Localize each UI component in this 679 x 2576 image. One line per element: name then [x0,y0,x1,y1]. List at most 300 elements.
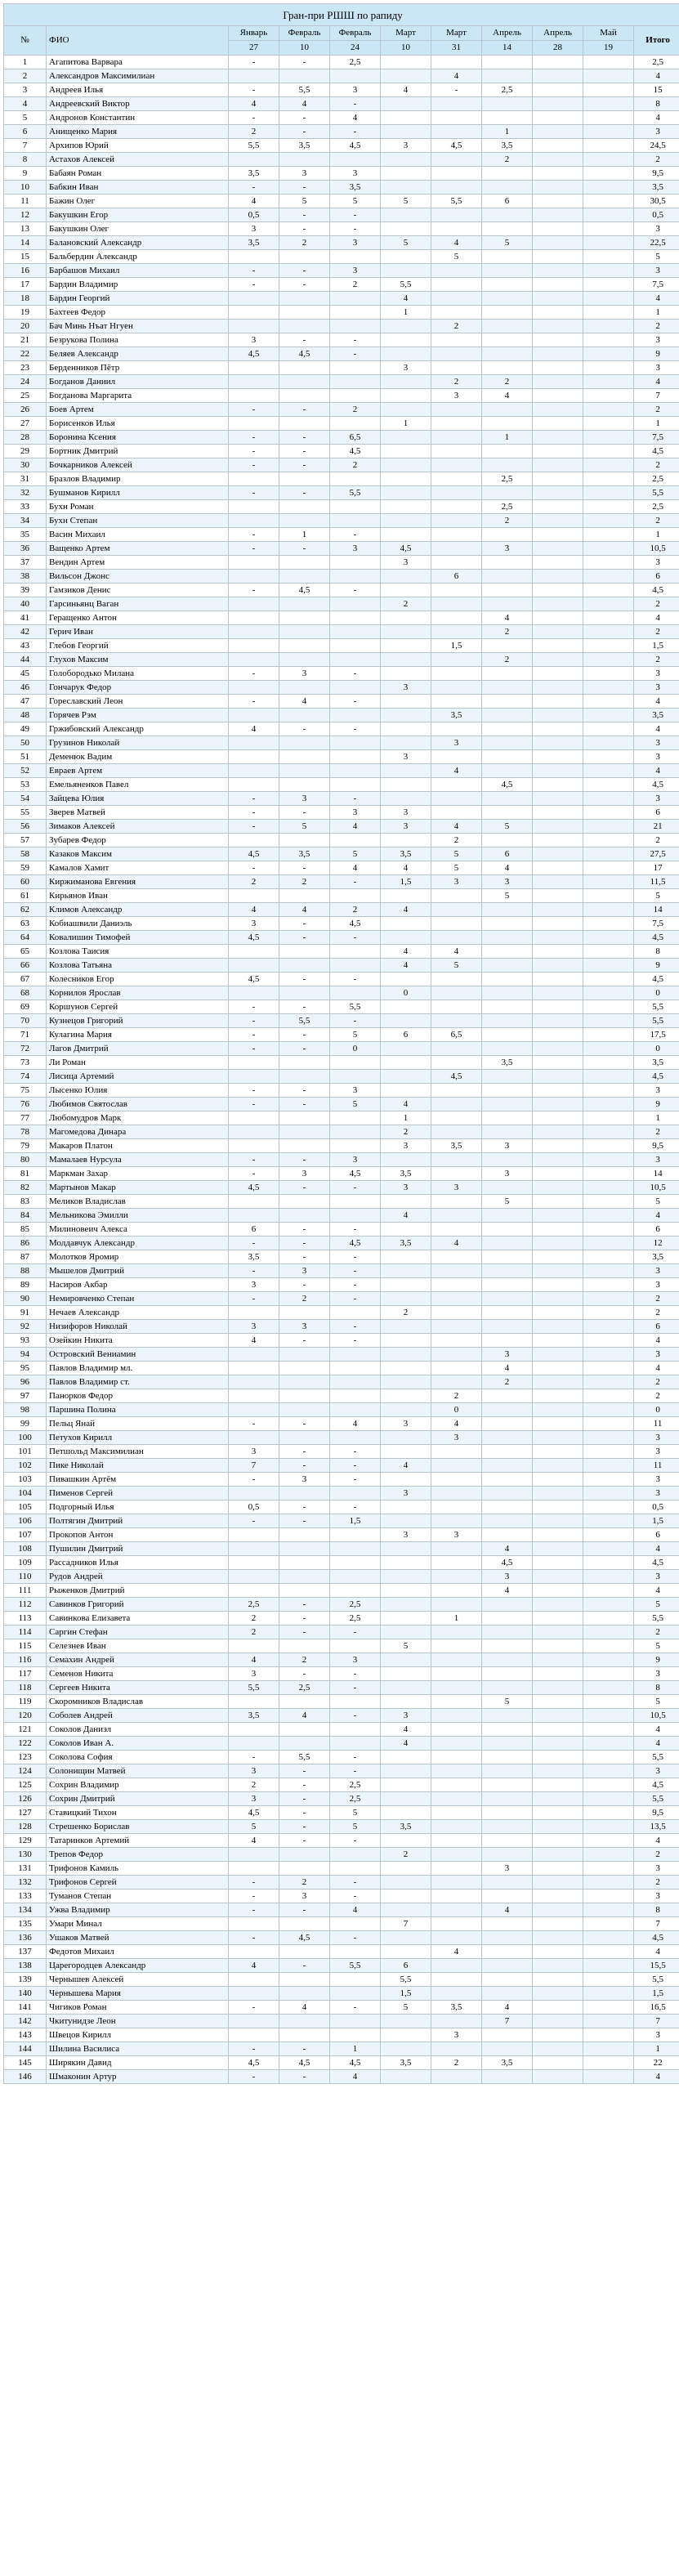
score-cell [533,1403,583,1417]
score-cell [583,903,634,917]
score-cell [229,1584,279,1598]
player-name: Панорков Федор [47,1389,229,1403]
score-cell: 7 [482,2015,533,2028]
score-cell: - [279,222,330,236]
score-cell [330,1056,381,1070]
score-cell [583,445,634,458]
score-cell [279,681,330,695]
score-cell [330,611,381,625]
score-cell [381,1542,431,1556]
player-name: Чернышева Мария [47,1987,229,2001]
score-cell [583,1778,634,1792]
score-cell [533,417,583,431]
score-cell: 3 [229,1667,279,1681]
total-cell: 4 [634,1542,679,1556]
player-name: Геращенко Антон [47,611,229,625]
total-cell: 1 [634,306,679,320]
score-cell: 6,5 [431,1028,482,1042]
total-cell: 5 [634,250,679,264]
total-cell: 13,5 [634,1820,679,1834]
score-cell [431,625,482,639]
score-cell: - [330,1876,381,1890]
score-cell [330,389,381,403]
score-cell [431,361,482,375]
total-cell: 4 [634,722,679,736]
score-cell [482,1264,533,1278]
score-cell [229,625,279,639]
score-cell: - [279,1598,330,1612]
total-cell: 3 [634,1084,679,1098]
score-cell: - [279,1223,330,1237]
score-cell: - [279,208,330,222]
score-cell [431,486,482,500]
table-row [4,1612,679,1626]
table-row [4,1737,679,1751]
score-cell [533,681,583,695]
score-cell [431,889,482,903]
score-cell [229,889,279,903]
score-cell: - [330,1278,381,1292]
player-name: Меликов Владислав [47,1195,229,1209]
score-cell: 2 [381,597,431,611]
score-cell: - [279,1084,330,1098]
score-cell [229,986,279,1000]
score-cell: - [279,1445,330,1459]
score-cell [229,514,279,528]
player-name: Петухов Кирилл [47,1431,229,1445]
score-cell: 5 [279,820,330,834]
score-cell [229,292,279,306]
total-cell: 4,5 [634,973,679,986]
score-cell: 1 [381,417,431,431]
score-cell [229,611,279,625]
score-cell [381,1876,431,1890]
total-cell: 17,5 [634,1028,679,1042]
table-row [4,2070,679,2084]
score-cell [431,2015,482,2028]
score-cell [279,389,330,403]
total-cell: 2 [634,597,679,611]
score-cell [330,2028,381,2042]
score-cell [583,1070,634,1084]
score-cell: 4 [330,861,381,875]
table-row [4,1890,679,1903]
score-cell: 4 [381,1209,431,1223]
total-cell: 0 [634,986,679,1000]
score-cell [229,1556,279,1570]
score-cell: 2 [279,1876,330,1890]
score-cell: 2 [482,375,533,389]
score-cell [381,528,431,542]
score-cell [482,1125,533,1139]
player-name: Вильсон Джонс [47,570,229,584]
score-cell: 2 [482,653,533,667]
score-cell: - [229,1292,279,1306]
score-cell [533,167,583,181]
row-number: 103 [4,1473,47,1487]
score-cell [279,1723,330,1737]
score-cell [533,97,583,111]
score-cell: - [279,1181,330,1195]
score-cell [533,83,583,97]
table-row [4,2042,679,2056]
player-name: Андреев Илья [47,83,229,97]
total-cell: 5 [634,1695,679,1709]
score-cell [229,500,279,514]
score-cell: - [279,1612,330,1626]
score-cell [533,69,583,83]
score-cell: - [279,1278,330,1292]
score-cell: 7 [229,1459,279,1473]
score-cell [229,1848,279,1862]
score-cell [583,639,634,653]
score-cell [583,1111,634,1125]
score-cell [381,333,431,347]
score-cell: 5,5 [330,486,381,500]
row-number: 3 [4,83,47,97]
player-name: Александров Максимилиан [47,69,229,83]
score-cell: - [330,1292,381,1306]
total-cell: 3,5 [634,1250,679,1264]
player-name: Пушилин Дмитрий [47,1542,229,1556]
score-cell [431,1209,482,1223]
score-cell [583,1709,634,1723]
player-name: Соболев Андрей [47,1709,229,1723]
score-cell [330,1306,381,1320]
score-cell: 4 [431,945,482,959]
total-cell: 7 [634,1917,679,1931]
score-cell: 5,5 [229,1681,279,1695]
score-cell [381,320,431,333]
score-cell [229,1570,279,1584]
score-cell [583,292,634,306]
table-row [4,1917,679,1931]
table-row [4,1292,679,1306]
player-name: Анищенко Мария [47,125,229,139]
score-cell: 2 [229,1626,279,1639]
score-cell [533,1987,583,2001]
player-name: Швецов Кирилл [47,2028,229,2042]
score-cell [381,1292,431,1306]
score-cell [482,1612,533,1626]
score-cell [330,1695,381,1709]
score-cell [229,1348,279,1362]
score-cell: 3 [482,875,533,889]
score-cell [431,1792,482,1806]
score-cell [583,1681,634,1695]
table-row [4,222,679,236]
score-cell [431,1362,482,1375]
score-cell [431,1042,482,1056]
score-cell [583,1362,634,1375]
row-number: 133 [4,1890,47,1903]
score-cell [482,1292,533,1306]
score-cell [229,2028,279,2042]
score-cell: - [330,1320,381,1334]
score-cell [533,1445,583,1459]
score-cell [583,1153,634,1167]
score-cell [431,1056,482,1070]
score-cell [482,1709,533,1723]
player-name: Немировченко Степан [47,1292,229,1306]
table-row [4,1653,679,1667]
score-cell [533,1084,583,1098]
score-cell [381,1223,431,1237]
score-cell [279,514,330,528]
score-cell: - [229,584,279,597]
score-cell [583,1445,634,1459]
score-cell [533,1362,583,1375]
score-cell [381,667,431,681]
row-number: 57 [4,834,47,847]
score-cell [583,1028,634,1042]
score-cell: 4 [381,959,431,973]
score-cell [533,375,583,389]
score-cell [431,1695,482,1709]
score-cell: 4,5 [229,931,279,945]
table-row [4,903,679,917]
score-cell: 3 [330,1084,381,1098]
total-cell: 4 [634,1945,679,1959]
score-cell [583,458,634,472]
score-cell: - [330,208,381,222]
total-cell: 2 [634,458,679,472]
total-cell: 6 [634,570,679,584]
total-cell: 2 [634,153,679,167]
score-cell [583,1626,634,1639]
row-number: 126 [4,1792,47,1806]
score-cell [482,222,533,236]
score-cell [583,986,634,1000]
player-name: Безрукова Полина [47,333,229,347]
score-cell: 4 [330,1417,381,1431]
score-cell [583,1042,634,1056]
player-name: Нечаев Александр [47,1306,229,1320]
score-cell: 4 [431,69,482,83]
score-cell: - [229,861,279,875]
row-number: 42 [4,625,47,639]
table-row [4,931,679,945]
score-cell: 4 [381,945,431,959]
player-name: Бортник Дмитрий [47,445,229,458]
score-cell [330,709,381,722]
score-cell [279,320,330,333]
score-cell [583,597,634,611]
score-cell [381,1070,431,1084]
score-cell [330,750,381,764]
score-cell: - [330,1445,381,1459]
score-cell [381,1626,431,1639]
score-cell [533,1237,583,1250]
row-number: 78 [4,1125,47,1139]
score-cell [381,2015,431,2028]
table-row [4,820,679,834]
row-number: 45 [4,667,47,681]
score-cell [330,945,381,959]
table-row [4,1987,679,2001]
score-cell [533,861,583,875]
score-cell: 6 [381,1959,431,1973]
score-cell [583,389,634,403]
total-cell: 17 [634,861,679,875]
score-cell [533,750,583,764]
score-cell [583,1737,634,1751]
player-name: Солонищин Матвей [47,1764,229,1778]
row-number: 124 [4,1764,47,1778]
score-cell: 3,5 [482,139,533,153]
row-number: 94 [4,1348,47,1362]
row-number: 79 [4,1139,47,1153]
score-cell: 4,5 [431,139,482,153]
score-cell [533,1931,583,1945]
score-cell [229,2015,279,2028]
score-cell [533,1473,583,1487]
total-cell: 3,5 [634,1056,679,1070]
player-name: Бахтеев Федор [47,306,229,320]
score-cell: - [229,1084,279,1098]
score-cell [431,1584,482,1598]
row-number: 88 [4,1264,47,1278]
total-cell: 4 [634,1834,679,1848]
total-cell: 2 [634,1306,679,1320]
row-number: 13 [4,222,47,236]
total-cell: 3 [634,1445,679,1459]
row-number: 29 [4,445,47,458]
score-cell [431,1556,482,1570]
table-row [4,875,679,889]
table-row [4,1084,679,1098]
table-row [4,1445,679,1459]
total-cell: 3 [634,1431,679,1445]
player-name: Бушманов Кирилл [47,486,229,500]
row-number: 6 [4,125,47,139]
row-number: 118 [4,1681,47,1695]
row-number: 115 [4,1639,47,1653]
score-cell [431,1931,482,1945]
score-cell [381,584,431,597]
score-cell [381,1014,431,1028]
score-cell: - [229,403,279,417]
score-cell: - [279,1778,330,1792]
score-cell [533,1917,583,1931]
row-number: 71 [4,1028,47,1042]
score-cell [583,2042,634,2056]
row-number: 106 [4,1514,47,1528]
score-cell [330,639,381,653]
score-cell: 5 [330,1028,381,1042]
score-cell [482,1000,533,1014]
score-cell [431,181,482,195]
score-cell [330,1389,381,1403]
score-cell [431,97,482,111]
player-name: Ужва Владимир [47,1903,229,1917]
score-cell [533,1653,583,1667]
score-cell [583,2028,634,2042]
row-number: 93 [4,1334,47,1348]
table-row [4,1876,679,1890]
score-cell [431,208,482,222]
score-cell: 2 [482,514,533,528]
score-cell: 3 [431,1181,482,1195]
score-cell [431,1820,482,1834]
player-name: Голобородько Милана [47,667,229,681]
score-cell: 4 [381,1723,431,1737]
score-cell: 3 [330,236,381,250]
score-cell [381,1056,431,1070]
score-cell [533,528,583,542]
score-cell [330,1375,381,1389]
score-cell [533,1487,583,1500]
score-cell [381,389,431,403]
score-cell: 3 [381,806,431,820]
total-cell: 3 [634,1153,679,1167]
total-cell: 8 [634,945,679,959]
player-name: Берденников Пётр [47,361,229,375]
score-cell [533,1556,583,1570]
score-cell [431,1375,482,1389]
row-number: 73 [4,1056,47,1070]
row-number: 138 [4,1959,47,1973]
score-cell [381,1514,431,1528]
score-cell [482,1250,533,1264]
table-row [4,486,679,500]
score-cell [533,1514,583,1528]
score-cell: - [229,56,279,69]
score-cell [482,945,533,959]
score-cell [431,500,482,514]
table-row [4,959,679,973]
score-cell [583,1181,634,1195]
player-name: Пименов Сергей [47,1487,229,1500]
score-cell [482,709,533,722]
score-cell [330,514,381,528]
total-cell: 3 [634,1487,679,1500]
table-row [4,778,679,792]
score-cell [279,1737,330,1751]
row-number: 144 [4,2042,47,2056]
score-cell [431,347,482,361]
score-cell: 3 [482,1348,533,1362]
score-cell: 2,5 [330,1792,381,1806]
table-row [4,1348,679,1362]
player-name: Семенов Никита [47,1667,229,1681]
score-cell [431,1084,482,1098]
table-row [4,834,679,847]
score-cell [533,639,583,653]
score-cell [583,1292,634,1306]
score-cell [533,1278,583,1292]
score-cell [533,264,583,278]
score-cell: 4 [431,1945,482,1959]
score-cell [431,403,482,417]
score-cell: 4 [279,903,330,917]
total-cell: 22,5 [634,236,679,250]
score-cell: 0,5 [229,208,279,222]
score-cell [533,1737,583,1751]
score-cell [381,1362,431,1375]
score-cell: - [279,542,330,556]
table-row [4,1125,679,1139]
score-cell [583,1167,634,1181]
score-cell [533,1834,583,1848]
score-cell [533,1778,583,1792]
score-cell [583,1056,634,1070]
score-cell: 4 [431,1417,482,1431]
total-cell: 4,5 [634,1556,679,1570]
table-row [4,1514,679,1528]
score-cell [330,889,381,903]
table-row [4,1542,679,1556]
